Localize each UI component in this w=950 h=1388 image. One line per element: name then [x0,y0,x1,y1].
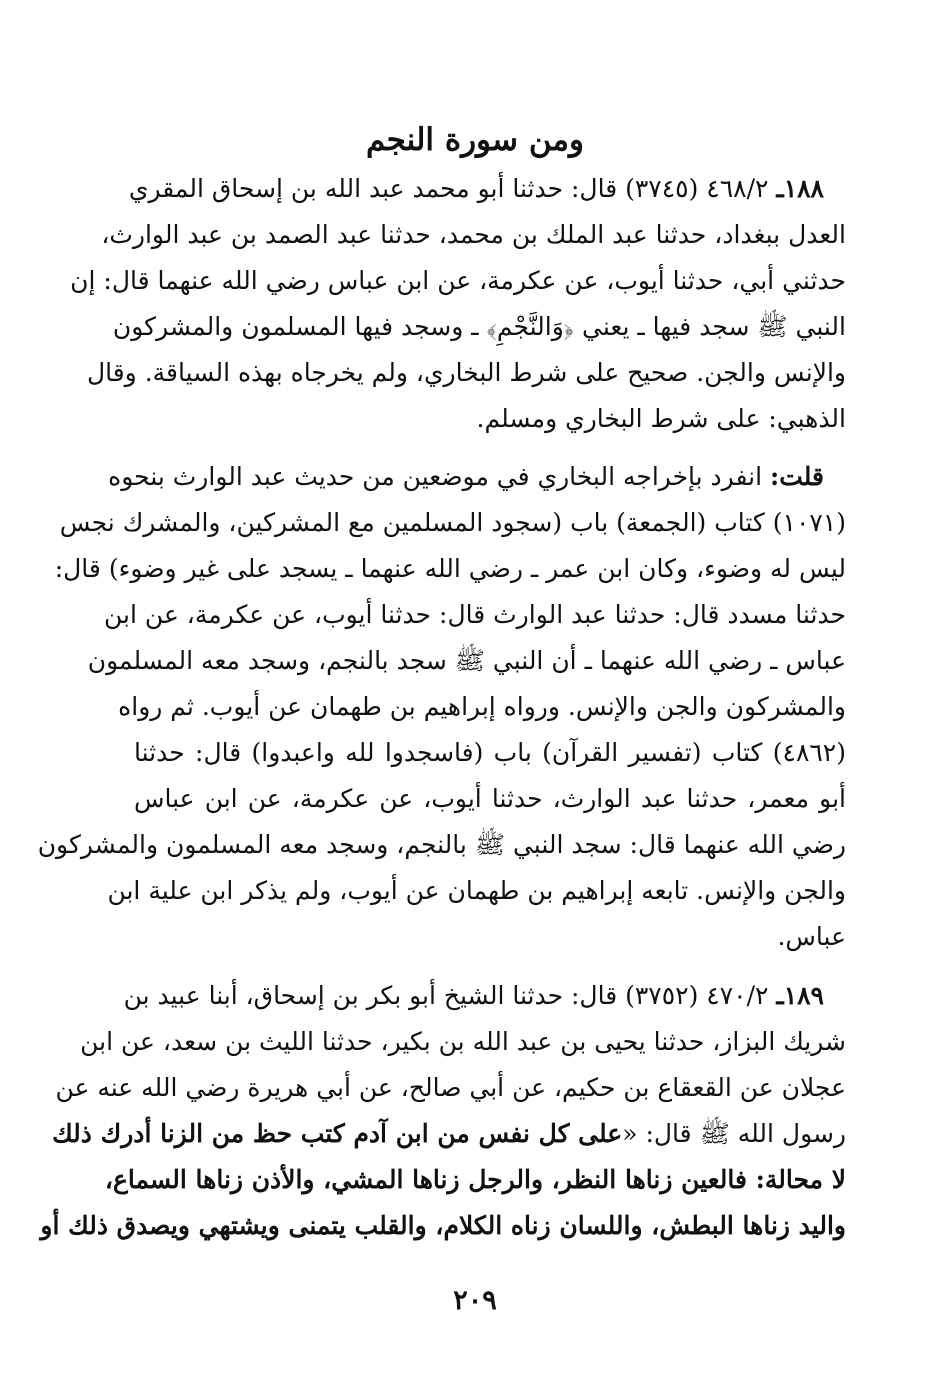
hadith-188-line-1 [128,166,846,212]
hadith-189-line-6: واليد زناها البطش، واللسان زناه الكلام، والقلب يتمنى ويشتهي ويصدق ذلك أو [40,1211,846,1240]
hadith-188-line-4: النبي ﷺ سجد فيها ـ يعني ﴿وَالنَّجْمِ﴾ ـ وسجد فيها المسلمون والمشركون [112,312,846,341]
hadith-188-reference: ٤٦٨/٢ (٣٧٤٥) قال: حدثنا أبو محمد عبد الله بن إسحاق المقري [128,174,769,203]
hadith-188-line-5: والإنس والجن. صحيح على شرط البخاري، ولم يخرجاه بهذه السياقة. وقال [86,358,846,387]
qult-line-6: والمشركون والجن والإنس. ورواه إبراهيم بن طهمان عن أيوب. ثم رواه [118,692,846,721]
hadith-189-line-4-bold: على كل نفس من ابن آدم كتب حظ من الزنا أدرك ذلك [52,1119,623,1148]
qult-line-9: رضي الله عنهما قال: سجد النبي ﷺ بالنجم، وسجد معه المسلمون والمشركون [37,830,846,859]
hadith-189-line-1 [123,973,846,1019]
chapter-heading: ومن سورة النجم [365,122,584,158]
qult-line-8: أبو معمر، حدثنا عبد الوارث، حدثنا أيوب، عن عكرمة، عن ابن عباس [134,784,846,813]
hadith-189-line-5: لا محالة: فالعين زناها النظر، والرجل زناها المشي، والأذن زناها السماع، [104,1165,846,1194]
hadith-188-line-3: حدثني أبي، حدثنا أيوب، عن عكرمة، عن ابن عباس رضي الله عنهما قال: إن [70,266,846,295]
qult-line-4: حدثنا مسدد قال: حدثنا عبد الوارث قال: حدثنا أيوب، عن عكرمة، عن ابن [104,600,846,629]
qult-line-1 [108,454,846,500]
hadith-189-line-3: عجلان عن القعقاع بن حكيم، عن أبي صالح، عن أبي هريرة رضي الله عنه عن [55,1073,846,1102]
qult-label: قلت: [769,462,824,491]
hadith-189-line-4 [52,1111,846,1157]
hadith-188 [70,166,846,442]
qult-line-7: (٤٨٦٢) كتاب (تفسير القرآن) باب (فاسجدوا لله واعبدوا) قال: حدثنا [134,738,846,767]
qult-line-10: والجن والإنس. تابعه إبراهيم بن طهمان عن أيوب، ولم يذكر ابن علية ابن [107,876,846,905]
hadith-189-number: ١٨٩ـ [776,981,824,1010]
qult-line-3: ليس له وضوء، وكان ابن عمر ـ رضي الله عنهما ـ يسجد على غير وضوء) قال: [54,554,846,583]
qult-line-5: عباس ـ رضي الله عنهما ـ أن النبي ﷺ سجد بالنجم، وسجد معه المسلمون [87,646,846,675]
qult-line-2: (١٠٧١) كتاب (الجمعة) باب (سجود المسلمين مع المشركين، والمشرك نجس [59,508,846,537]
hadith-189 [40,973,846,1249]
hadith-189-reference: ٤٧٠/٢ (٣٧٥٢) قال: حدثنا الشيخ أبو بكر بن إسحاق، أبنا عبيد بن [123,981,769,1010]
hadith-189-line-2: شريك البزاز، حدثنا يحيى بن عبد الله بن بكير، حدثنا الليث بن سعد، عن ابن [80,1027,846,1056]
qult-line-11: عباس. [777,922,846,951]
hadith-188-number: ١٨٨ـ [776,174,824,203]
hadith-188-line-2: العدل ببغداد، حدثنا عبد الملك بن محمد، حدثنا عبد الصمد بن عبد الوارث، [101,220,846,249]
page-number: ٢٠٩ [453,1285,497,1316]
hadith-189-line-4-normal: رسول الله ﷺ قال: « [622,1119,846,1148]
hadith-188-line-6: الذهبي: على شرط البخاري ومسلم. [476,404,846,433]
commentary-qult [37,454,846,960]
qult-first-line: انفرد بإخراجه البخاري في موضعين من حديث عبد الوارث بنحوه [108,462,763,491]
